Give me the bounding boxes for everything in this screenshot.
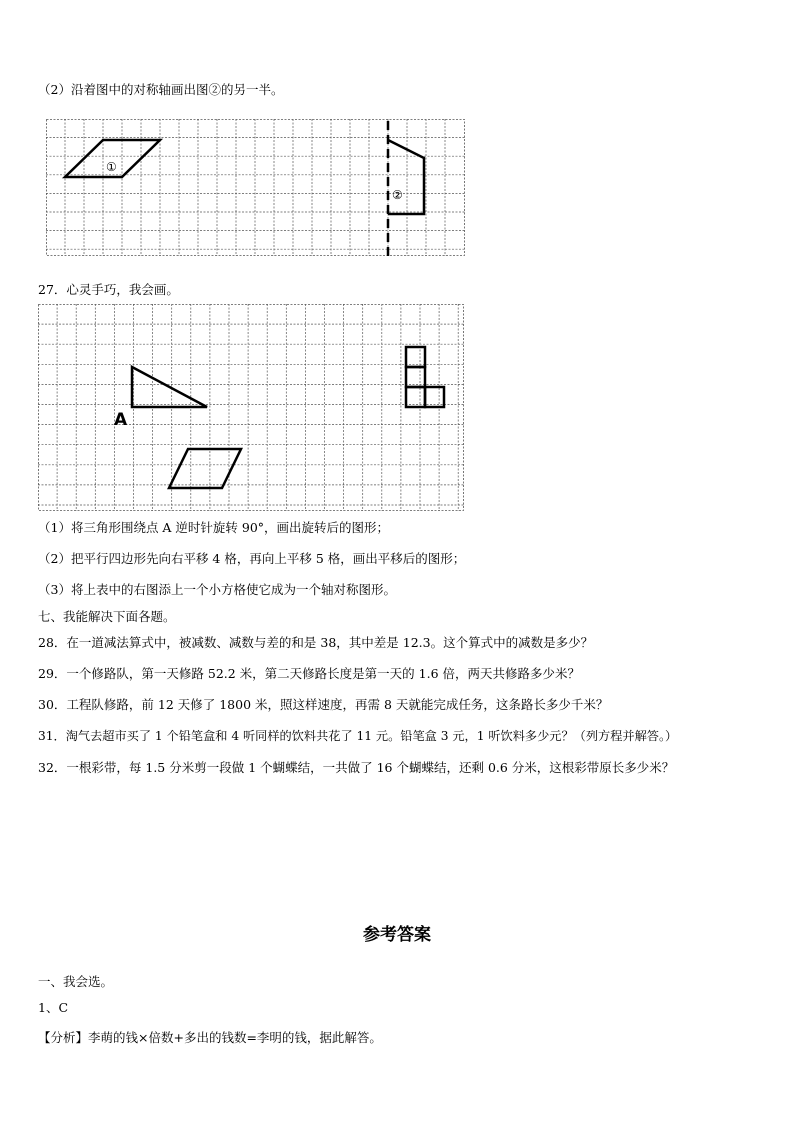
answers-title: 参考答案 [363, 925, 431, 945]
question-29: 29．一个修路队，第一天修路 52.2 米，第二天修路长度是第一天的 1.6 倍，两天共修路多少米？ [38, 666, 581, 681]
q27-sub3: （3）将上表中的右图添上一个小方格使它成为一个轴对称图形。 [38, 582, 396, 597]
point-a-label: A [114, 410, 128, 430]
q27-heading: 27．心灵手巧，我会画。 [38, 282, 179, 297]
section7-heading: 七、我能解决下面各题。 [38, 609, 176, 624]
square-figure [406, 347, 444, 407]
q27-sub1: （1）将三角形围绕点 A 逆时针旋转 90°，画出旋转后的图形； [38, 520, 390, 535]
shape2-half [388, 140, 424, 214]
symmetry-grid [46, 119, 466, 257]
answers-analysis: 【分析】李萌的钱×倍数+多出的钱数=李明的钱，据此解答。 [38, 1030, 382, 1045]
question-28: 28．在一道减法算式中，被减数、减数与差的和是 38，其中差是 12.3。这个算式中的减数是多少？ [38, 635, 594, 650]
part2-instruction: （2）沿着图中的对称轴画出图②的另一半。 [38, 82, 284, 97]
question-31: 31．淘气去超市买了 1 个铅笔盒和 4 听同样的饮料共花了 11 元。铅笔盒 3 元，1 听饮料多少元？（列方程并解答。） [38, 729, 678, 743]
answers-item1: 1、C [38, 1000, 69, 1015]
shape2-label: ② [392, 188, 403, 202]
question-32: 32．一根彩带，每 1.5 分米剪一段做 1 个蝴蝶结，一共做了 16 个蝴蝶结，还剩 0.6 分米，这根彩带原长多少米？ [38, 760, 675, 775]
triangle [132, 367, 207, 407]
answers-section1: 一、我会选。 [38, 974, 114, 989]
shape1-label: ① [106, 160, 117, 174]
symmetry-grid-svg [46, 119, 466, 257]
question-30: 30．工程队修路，前 12 天修了 1800 米，照这样速度，再需 8 天就能完成任务，这条路长多少千米？ [38, 697, 609, 712]
drawing-grid-svg [38, 304, 465, 512]
parallelogram [169, 449, 241, 488]
q27-sub2: （2）把平行四边形先向右平移 4 格，再向上平移 5 格，画出平移后的图形； [38, 551, 466, 566]
drawing-grid [38, 304, 465, 512]
